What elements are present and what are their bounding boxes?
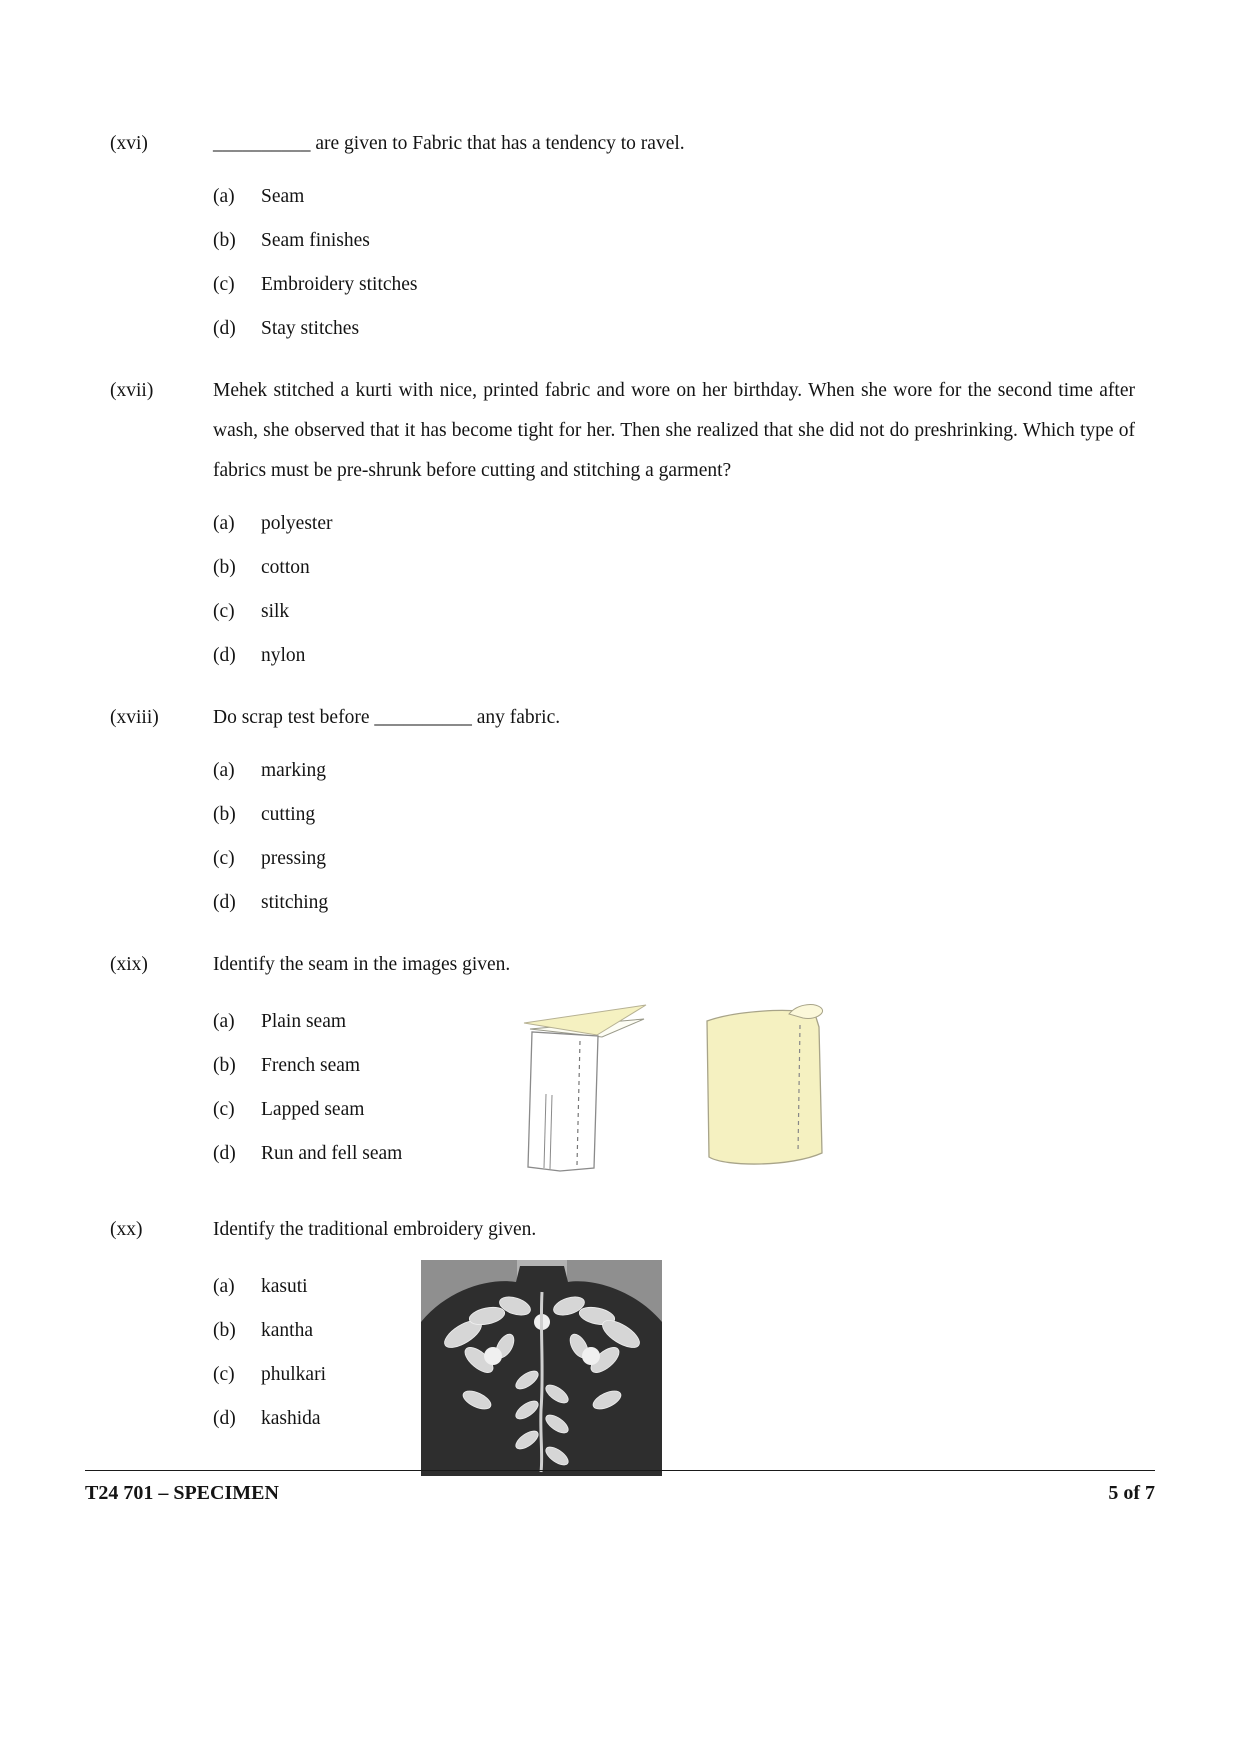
option-row	[213, 1099, 402, 1121]
option-letter: (a)	[213, 1276, 235, 1297]
option-text: pressing	[261, 848, 326, 869]
question-block	[110, 707, 1135, 914]
option-text: nylon	[261, 645, 306, 666]
option-row	[213, 1055, 402, 1077]
option-letter: (a)	[213, 513, 235, 534]
option-letter: (c)	[213, 1364, 235, 1385]
option-letter: (d)	[213, 645, 236, 666]
option-row	[213, 1276, 326, 1298]
question-block	[110, 1219, 1135, 1476]
option-letter: (b)	[213, 1055, 236, 1076]
embroidery-photo	[421, 1260, 662, 1476]
seam-illustration-run-and-fell	[695, 997, 833, 1173]
option-text: Lapped seam	[261, 1099, 365, 1120]
option-row	[213, 318, 1135, 340]
question-text: Mehek stitched a kurti with nice, printed fabric and wore on her birthday. When she wore for the second time after wash, she observed that it has become tight for her. Then she realized that she did not do preshrinking. Which type of fabrics must be pre-shrunk before cutting and stitching a garment?	[213, 380, 1135, 481]
option-text: cotton	[261, 557, 310, 578]
option-text: phulkari	[261, 1364, 326, 1385]
option-row	[213, 1408, 326, 1430]
option-row	[213, 760, 1135, 782]
option-letter: (a)	[213, 186, 235, 207]
option-text: marking	[261, 760, 326, 781]
option-row	[213, 804, 1135, 826]
option-row	[213, 274, 1135, 296]
question-block	[110, 380, 1135, 667]
option-text: cutting	[261, 804, 316, 825]
option-row	[213, 1143, 402, 1165]
options-list	[213, 513, 1135, 667]
option-text: Seam finishes	[261, 230, 370, 251]
option-letter: (b)	[213, 804, 236, 825]
option-letter: (d)	[213, 318, 236, 339]
option-row	[213, 230, 1135, 252]
option-text: Run and fell seam	[261, 1143, 403, 1164]
question-area	[110, 133, 1135, 1516]
embroidery-photo-image	[421, 1260, 662, 1476]
option-letter: (d)	[213, 1408, 236, 1429]
option-letter: (b)	[213, 230, 236, 251]
option-letter: (d)	[213, 1143, 236, 1164]
option-row	[213, 601, 1135, 623]
option-text: Stay stitches	[261, 318, 360, 339]
option-letter: (c)	[213, 1099, 235, 1120]
option-letter: (c)	[213, 601, 235, 622]
options-list	[213, 760, 1135, 914]
options-list	[213, 1254, 326, 1430]
option-row	[213, 513, 1135, 535]
option-letter: (c)	[213, 274, 235, 295]
question-block	[110, 954, 1135, 1179]
option-text: silk	[261, 601, 290, 622]
option-letter: (a)	[213, 1011, 235, 1032]
option-text: kashida	[261, 1408, 321, 1429]
option-row	[213, 1320, 326, 1342]
question-number: (xx)	[110, 1219, 143, 1240]
option-row	[213, 645, 1135, 667]
page-footer	[85, 1470, 1155, 1505]
option-row	[213, 557, 1135, 579]
option-text: Plain seam	[261, 1011, 347, 1032]
option-text: kantha	[261, 1320, 313, 1341]
option-row	[213, 1011, 402, 1033]
option-text: French seam	[261, 1055, 361, 1076]
footer-document-code: T24 701 – SPECIMEN	[85, 1482, 279, 1504]
option-letter: (c)	[213, 848, 235, 869]
option-text: Seam	[261, 186, 305, 207]
question-text: __________ are given to Fabric that has a tendency to ravel.	[213, 133, 685, 154]
option-row	[213, 186, 1135, 208]
option-row	[213, 1364, 326, 1386]
options-list	[213, 989, 402, 1165]
option-letter: (d)	[213, 892, 236, 913]
question-number: (xviii)	[110, 707, 159, 728]
question-number: (xvi)	[110, 133, 148, 154]
options-list	[213, 186, 1135, 340]
question-text: Do scrap test before __________ any fabric.	[213, 707, 561, 728]
question-text: Identify the traditional embroidery given.	[213, 1219, 537, 1240]
seam-illustration-french	[502, 997, 650, 1179]
option-text: Embroidery stitches	[261, 274, 418, 295]
question-text: Identify the seam in the images given.	[213, 954, 511, 975]
question-number: (xvii)	[110, 380, 154, 401]
option-text: stitching	[261, 892, 329, 913]
option-letter: (a)	[213, 760, 235, 781]
option-letter: (b)	[213, 1320, 236, 1341]
question-block	[110, 133, 1135, 340]
option-row	[213, 892, 1135, 914]
question-number: (xix)	[110, 954, 148, 975]
option-row	[213, 848, 1135, 870]
option-letter: (b)	[213, 557, 236, 578]
option-text: kasuti	[261, 1276, 308, 1297]
option-text: polyester	[261, 513, 333, 534]
seam-images	[502, 997, 833, 1179]
footer-page-number: 5 of 7	[1108, 1482, 1155, 1504]
